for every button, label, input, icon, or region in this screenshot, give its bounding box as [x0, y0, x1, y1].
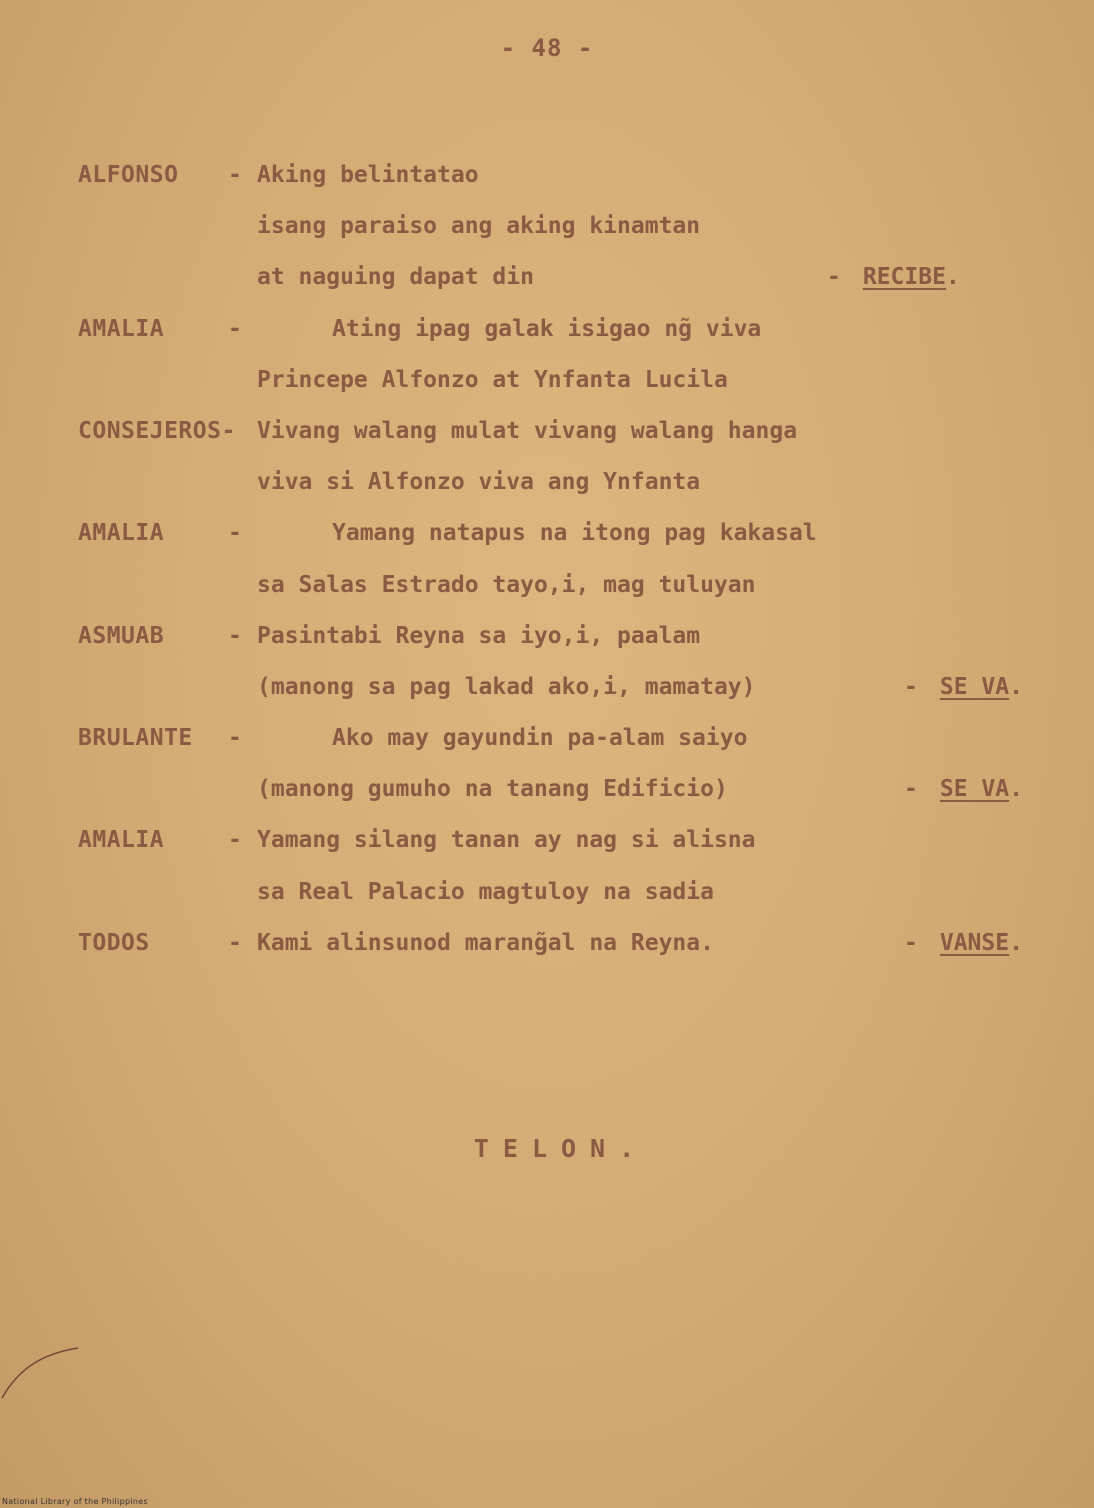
dialogue-text: at naguing dapat din [257, 264, 534, 291]
stage-direction-period: . [1009, 929, 1023, 956]
stage-direction-period: . [945, 264, 960, 291]
script-line [78, 664, 1048, 715]
dialogue-text: sa Salas Estrado tayo,i, mag tuluyan [257, 571, 756, 598]
pen-stroke-mark [0, 1340, 80, 1400]
stage-direction-word: RECIBE [862, 264, 946, 291]
script-line [78, 408, 1048, 459]
script-line [78, 766, 1048, 817]
speaker-dash: - [228, 520, 242, 547]
speaker-name: TODOS [78, 929, 150, 956]
speaker-name: AMALIA [78, 315, 165, 342]
stage-direction-word: SE VA [939, 776, 1010, 803]
speaker-dash: - [228, 315, 242, 342]
dialogue-text: Princepe Alfonzo at Ynfanta Lucila [257, 366, 728, 393]
dialogue-text: Pasintabi Reyna sa iyo,i, paalam [257, 622, 701, 649]
speaker-dash: - [228, 162, 242, 188]
stage-direction-dash: - [827, 264, 841, 291]
dialogue-text: isang paraiso ang aking kinamtan [257, 213, 701, 240]
dialogue-text: Vivang walang mulat vivang walang hanga [257, 417, 798, 444]
speaker-name: AMALIA [78, 520, 165, 547]
script-line [78, 715, 1048, 766]
script-line [78, 510, 1048, 561]
dialogue-text: Yamang silang tanan ay nag si alisna [257, 827, 756, 854]
speaker-dash: - [228, 827, 242, 854]
script-line [78, 203, 1048, 254]
speaker-dash: - [228, 725, 242, 752]
speaker-name: BRULANTE [78, 725, 193, 752]
script-line [78, 817, 1048, 868]
stage-direction-period: . [1009, 673, 1023, 700]
script-line [78, 357, 1048, 408]
speaker-name: AMALIA [78, 827, 165, 854]
script-line [78, 459, 1048, 510]
stage-direction-word: SE VA [939, 673, 1010, 700]
script-line [78, 306, 1048, 357]
stage-direction-dash: - [904, 673, 918, 700]
script-dialogue [78, 152, 1048, 971]
dialogue-text: Aking belintatao [257, 162, 479, 188]
stage-direction [904, 674, 1023, 700]
stage-direction-period: . [1009, 776, 1023, 803]
speaker-dash: - [228, 622, 242, 649]
dialogue-text: Yamang natapus na itong pag kakasal [332, 520, 817, 547]
dialogue-text: viva si Alfonzo viva ang Ynfanta [257, 469, 701, 496]
script-line [78, 920, 1048, 971]
curtain-text: TELON. [473, 1134, 649, 1163]
script-line [78, 254, 1048, 305]
speaker-name: CONSEJEROS- [78, 417, 236, 444]
speaker-name: ASMUAB [78, 622, 165, 649]
stage-direction [827, 264, 960, 290]
library-footer: National Library of the Philippines [2, 1497, 148, 1506]
dialogue-text: Ating ipag galak isigao ng̃ viva [332, 315, 762, 342]
page-number: - 48 - [500, 34, 594, 62]
stage-direction [904, 776, 1023, 802]
speaker-dash: - [228, 929, 242, 956]
script-line [78, 613, 1048, 664]
dialogue-text: sa Real Palacio magtuloy na sadia [257, 878, 714, 905]
stage-direction-dash: - [904, 929, 918, 956]
script-line [78, 869, 1048, 920]
stage-direction-dash: - [904, 776, 918, 803]
dialogue-text: (manong sa pag lakad ako,i, mamatay) [257, 673, 756, 700]
dialogue-text: Kami alinsunod marang̃al na Reyna. [257, 929, 714, 956]
dialogue-text: (manong gumuho na tanang Edificio) [257, 776, 728, 803]
script-line [78, 562, 1048, 613]
stage-direction-word: VANSE [939, 929, 1010, 956]
script-line [78, 152, 1048, 203]
stage-direction [904, 930, 1023, 956]
dialogue-text: Ako may gayundin pa-alam saiyo [332, 725, 748, 752]
speaker-name: ALFONSO [78, 162, 179, 188]
